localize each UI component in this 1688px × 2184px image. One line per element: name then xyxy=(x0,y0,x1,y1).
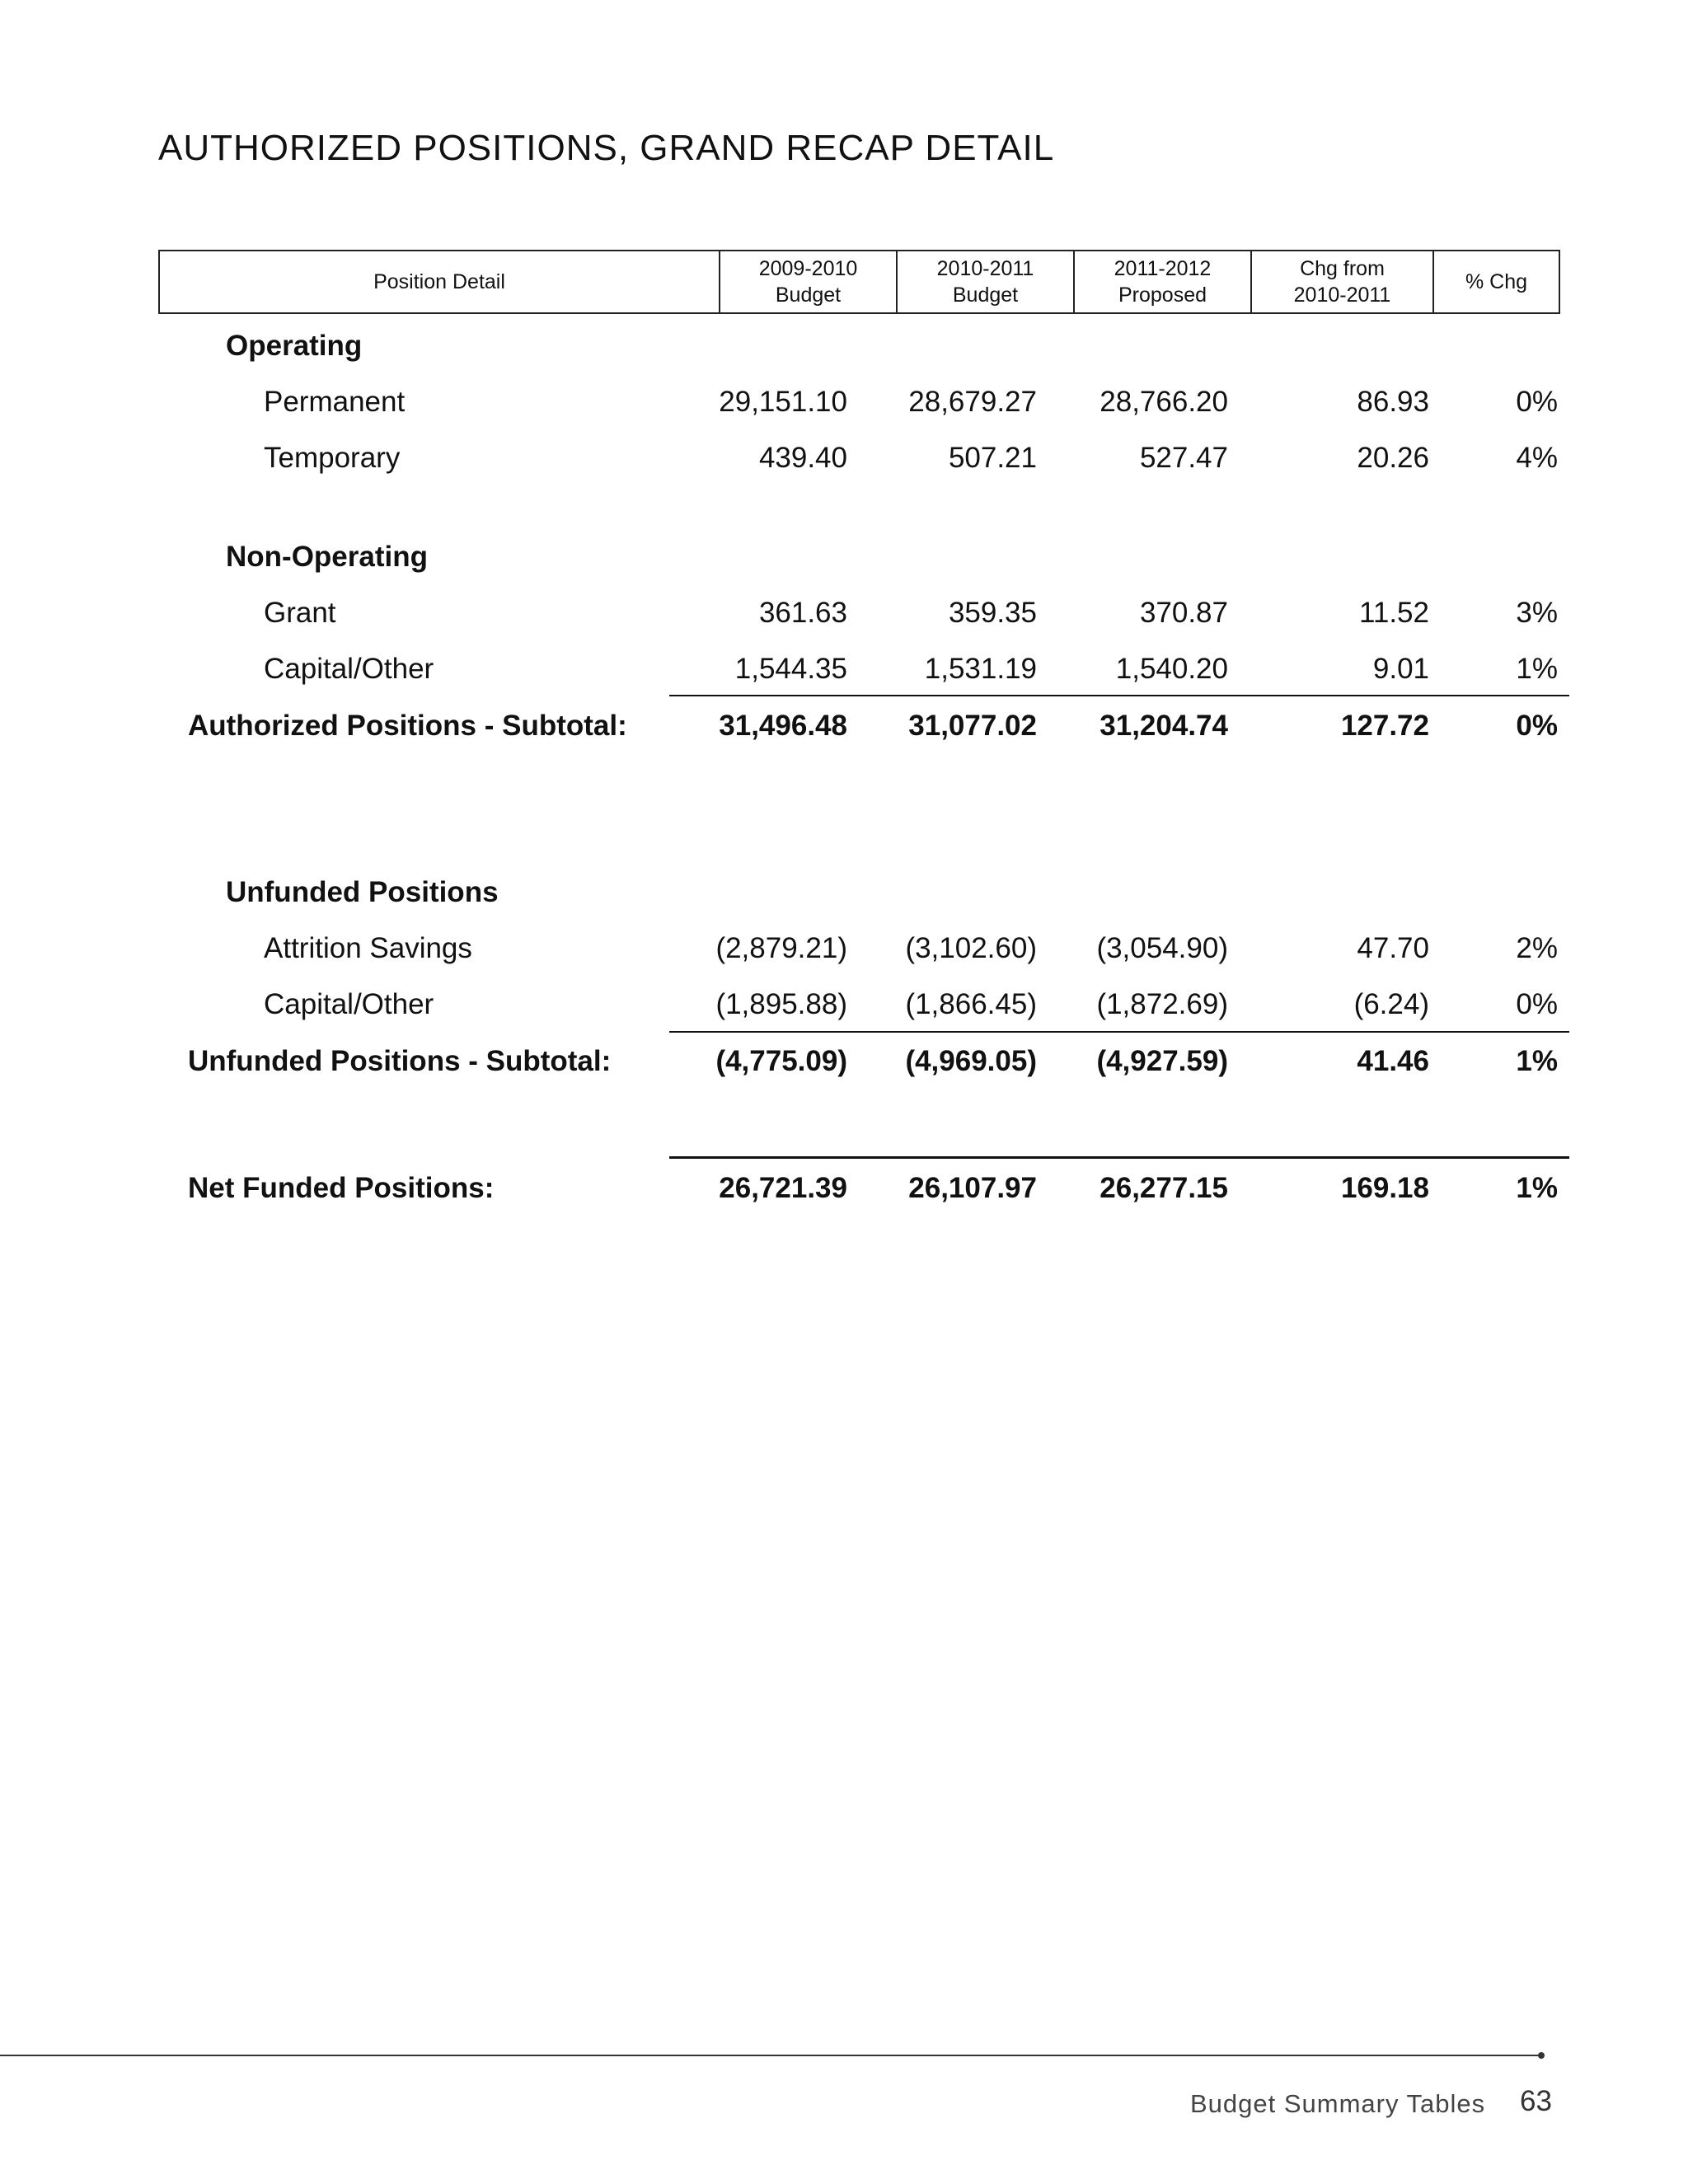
value-pct-chg: 1% xyxy=(1516,1045,1558,1077)
value-2010-2011: 507.21 xyxy=(948,442,1037,474)
value-2010-2011: 359.35 xyxy=(948,597,1037,629)
value-chg: 41.46 xyxy=(1357,1045,1429,1077)
group-heading: Unfunded Positions xyxy=(226,876,499,908)
value-2010-2011: 31,077.02 xyxy=(908,710,1037,742)
row-label: Net Funded Positions: xyxy=(188,1172,495,1204)
value-chg: 11.52 xyxy=(1359,597,1429,629)
value-2009-2010: 29,151.10 xyxy=(719,386,847,418)
table-row-authorized-subtotal xyxy=(0,701,1688,751)
value-chg: 86.93 xyxy=(1357,386,1429,418)
header-2010-2011-budget: 2010-2011 Budget xyxy=(897,251,1074,313)
subtotal-rule xyxy=(669,695,1569,696)
footer-dot-icon xyxy=(1538,2052,1545,2059)
value-chg: 9.01 xyxy=(1372,653,1429,685)
value-2010-2011: 26,107.97 xyxy=(908,1172,1037,1204)
row-label: Temporary xyxy=(264,442,401,474)
value-pct-chg: 4% xyxy=(1516,442,1558,474)
table-row-temporary xyxy=(0,434,1688,483)
header-pct-chg: % Chg xyxy=(1433,251,1559,313)
value-chg: 169.18 xyxy=(1340,1172,1429,1204)
table-row-unfunded-capital-other xyxy=(0,980,1688,1029)
value-2011-2012: 26,277.15 xyxy=(1100,1172,1228,1204)
value-2009-2010: 361.63 xyxy=(758,597,847,629)
value-2011-2012: 527.47 xyxy=(1139,442,1228,474)
value-2011-2012: 1,540.20 xyxy=(1115,653,1228,685)
table-row-grant xyxy=(0,588,1688,638)
subtotal-rule xyxy=(669,1031,1569,1033)
value-pct-chg: 0% xyxy=(1516,386,1558,418)
value-2009-2010: 1,544.35 xyxy=(734,653,847,685)
header-2009-2010-budget: 2009-2010 Budget xyxy=(720,251,897,313)
table-row-permanent xyxy=(0,377,1688,427)
row-label: Capital/Other xyxy=(264,653,434,685)
value-2011-2012: (4,927.59) xyxy=(1096,1045,1228,1077)
value-2011-2012: 31,204.74 xyxy=(1100,710,1228,742)
header-chg-from: Chg from 2010-2011 xyxy=(1251,251,1433,313)
row-label: Attrition Savings xyxy=(264,932,472,964)
table-row-attrition-savings xyxy=(0,924,1688,973)
value-2009-2010: (2,879.21) xyxy=(715,932,847,964)
row-label: Grant xyxy=(264,597,336,629)
value-pct-chg: 1% xyxy=(1516,653,1558,685)
value-chg: 47.70 xyxy=(1357,932,1429,964)
value-2010-2011: 28,679.27 xyxy=(908,386,1037,418)
footer-rule xyxy=(0,2055,1541,2056)
value-chg: 20.26 xyxy=(1357,442,1429,474)
group-unfunded-positions xyxy=(0,868,1688,917)
row-label: Capital/Other xyxy=(264,988,434,1020)
value-pct-chg: 0% xyxy=(1516,710,1558,742)
value-chg: 127.72 xyxy=(1340,710,1429,742)
page-number: 63 xyxy=(1520,2085,1552,2117)
value-pct-chg: 1% xyxy=(1516,1172,1558,1204)
value-2011-2012: (1,872.69) xyxy=(1096,988,1228,1020)
value-2010-2011: (4,969.05) xyxy=(905,1045,1037,1077)
value-2010-2011: (3,102.60) xyxy=(905,932,1037,964)
table-row-capital-other xyxy=(0,644,1688,694)
net-total-rule xyxy=(669,1156,1569,1159)
value-2009-2010: 439.40 xyxy=(758,442,847,474)
value-2009-2010: (4,775.09) xyxy=(715,1045,847,1077)
table-row-net-funded xyxy=(0,1164,1688,1213)
group-heading: Non-Operating xyxy=(226,541,428,573)
row-label: Authorized Positions - Subtotal: xyxy=(188,710,627,742)
table-row-unfunded-subtotal xyxy=(0,1037,1688,1086)
group-heading: Operating xyxy=(226,330,363,362)
group-operating xyxy=(0,321,1688,371)
header-2011-2012-proposed: 2011-2012 Proposed xyxy=(1074,251,1251,313)
column-header-table xyxy=(158,250,1560,314)
footer-section-label: Budget Summary Tables xyxy=(1190,2089,1486,2118)
value-pct-chg: 2% xyxy=(1516,932,1558,964)
value-2011-2012: (3,054.90) xyxy=(1096,932,1228,964)
value-chg: (6.24) xyxy=(1353,988,1429,1020)
value-2009-2010: (1,895.88) xyxy=(715,988,847,1020)
group-non-operating xyxy=(0,532,1688,582)
row-label: Unfunded Positions - Subtotal: xyxy=(188,1045,612,1077)
value-2011-2012: 28,766.20 xyxy=(1100,386,1228,418)
value-2009-2010: 26,721.39 xyxy=(719,1172,847,1204)
page-title: AUTHORIZED POSITIONS, GRAND RECAP DETAIL xyxy=(158,128,1055,168)
row-label: Permanent xyxy=(264,386,406,418)
value-2009-2010: 31,496.48 xyxy=(719,710,847,742)
value-2011-2012: 370.87 xyxy=(1139,597,1228,629)
header-position-detail: Position Detail xyxy=(159,251,720,313)
value-2010-2011: (1,866.45) xyxy=(905,988,1037,1020)
value-pct-chg: 0% xyxy=(1516,988,1558,1020)
value-2010-2011: 1,531.19 xyxy=(924,653,1037,685)
value-pct-chg: 3% xyxy=(1516,597,1558,629)
